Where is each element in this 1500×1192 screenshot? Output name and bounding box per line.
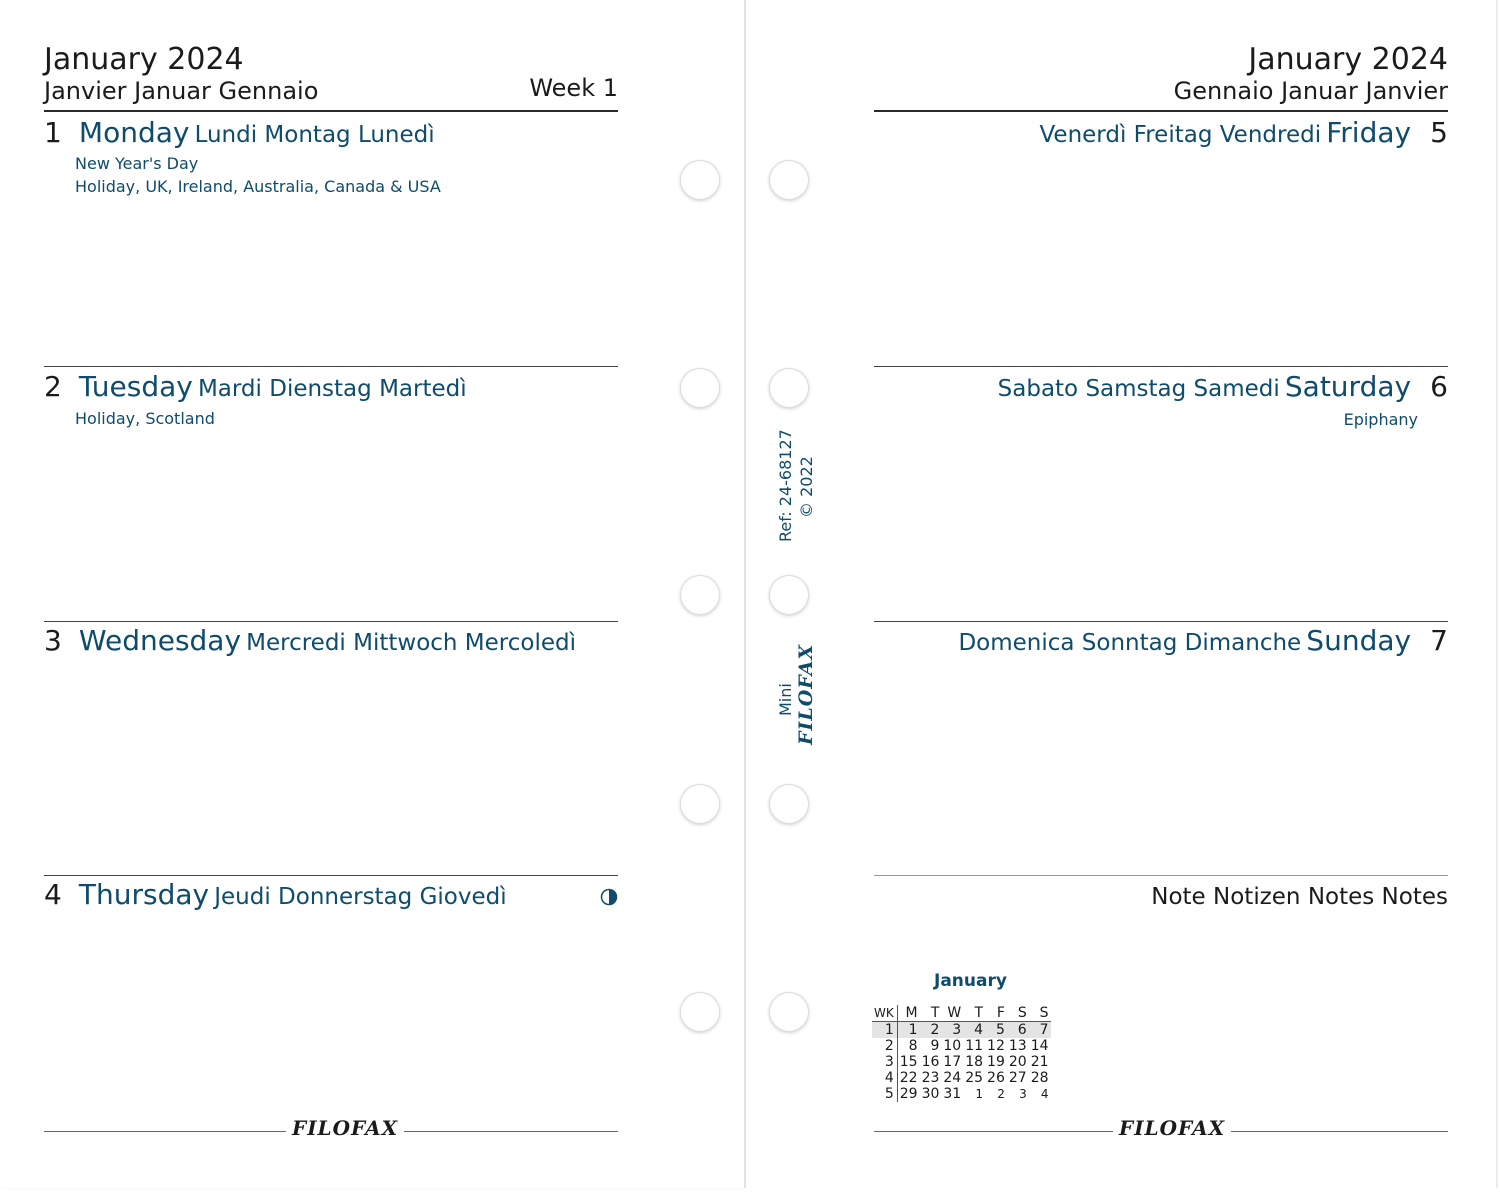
page-subtitle: Janvier Januar Gennaio <box>44 77 319 105</box>
day-wednesday <box>44 624 576 657</box>
calendar-week-row <box>872 1038 1051 1054</box>
copyright-notice: © 2022 <box>797 456 816 518</box>
day-name-translations: Mercredi Mittwoch Mercoledì <box>246 630 576 656</box>
day-name-translations: Domenica Sonntag Dimanche <box>958 630 1302 656</box>
calendar-day: 10 <box>943 1038 962 1054</box>
calendar-day: 8 <box>908 1038 918 1054</box>
calendar-day: 17 <box>943 1054 962 1070</box>
page-title: January 2024 <box>1248 42 1448 77</box>
day-name-translations: Sabato Samstag Samedi <box>997 376 1280 402</box>
reference-number: Ref: 24-68127 <box>776 429 795 542</box>
binder-hole <box>769 368 809 408</box>
calendar-header-cell: F <box>985 1005 1007 1022</box>
calendar-day: 3 <box>941 1022 963 1039</box>
calendar-day: 13 <box>1008 1038 1027 1054</box>
day-name-translations: Mardi Dienstag Martedì <box>197 376 467 402</box>
day-name-english: Wednesday <box>78 624 242 657</box>
calendar-day: 5 <box>985 1022 1007 1039</box>
header-rule <box>44 110 618 112</box>
day-divider <box>874 621 1448 622</box>
calendar-day: 18 <box>965 1054 984 1070</box>
day-name-english: Tuesday <box>78 370 193 403</box>
binder-hole <box>680 784 720 824</box>
binder-hole <box>769 992 809 1032</box>
day-sunday <box>958 624 1448 657</box>
calendar-day: 4 <box>963 1022 985 1039</box>
page-title: January 2024 <box>44 42 244 77</box>
day-number: 7 <box>1430 624 1448 657</box>
day-divider <box>44 366 618 367</box>
day-friday <box>1039 116 1448 149</box>
spine-filofax-logo: FILOFAX <box>795 643 817 745</box>
calendar-header-cell: M <box>897 1005 919 1022</box>
binder-hole <box>680 992 720 1032</box>
calendar-day: 15 <box>899 1054 918 1070</box>
page-subtitle: Gennaio Januar Janvier <box>1173 77 1448 105</box>
calendar-day-next-month: 1 <box>975 1087 984 1101</box>
calendar-day: 16 <box>921 1054 940 1070</box>
header-rule <box>874 110 1448 112</box>
day-divider <box>44 875 618 876</box>
week-number: 4 <box>872 1070 897 1086</box>
calendar-week-row <box>872 1086 1051 1102</box>
calendar-day: 30 <box>921 1086 940 1102</box>
mini-calendar-month: January <box>934 971 1007 991</box>
calendar-header-cell: S <box>1007 1005 1029 1022</box>
binder-hole <box>769 575 809 615</box>
calendar-day: 25 <box>965 1070 984 1086</box>
left-page <box>0 0 746 1188</box>
size-label: Mini <box>776 683 795 716</box>
calendar-day: 21 <box>1030 1054 1049 1070</box>
calendar-day: 22 <box>899 1070 918 1086</box>
day-name-english: Saturday <box>1284 370 1412 403</box>
mini-calendar <box>872 1005 1051 1102</box>
calendar-day: 14 <box>1030 1038 1049 1054</box>
calendar-day: 26 <box>987 1070 1005 1086</box>
holiday-note: New Year's Day <box>75 154 199 173</box>
right-page <box>746 0 1498 1188</box>
calendar-day: 7 <box>1029 1022 1051 1039</box>
calendar-header-row <box>872 1005 1051 1022</box>
day-saturday <box>998 370 1448 403</box>
week-number: 2 <box>872 1038 897 1054</box>
day-number: 2 <box>44 370 62 403</box>
binder-hole <box>680 368 720 408</box>
filofax-logo: FILOFAX <box>1113 1116 1231 1140</box>
binder-hole <box>680 160 720 200</box>
day-tuesday <box>44 370 467 403</box>
calendar-day: 20 <box>1008 1054 1027 1070</box>
day-divider <box>874 366 1448 367</box>
binder-hole <box>769 160 809 200</box>
week-number: 5 <box>872 1086 897 1102</box>
calendar-day: 19 <box>987 1054 1005 1070</box>
calendar-day: 27 <box>1008 1070 1027 1086</box>
calendar-week-row <box>872 1022 1051 1039</box>
week-number: 3 <box>872 1054 897 1070</box>
filofax-logo: FILOFAX <box>286 1116 404 1140</box>
day-name-english: Thursday <box>78 878 210 911</box>
binder-hole <box>680 575 720 615</box>
day-number: 4 <box>44 878 62 911</box>
calendar-week-row <box>872 1054 1051 1070</box>
week-label: Week 1 <box>529 74 618 102</box>
binder-hole <box>769 784 809 824</box>
calendar-day: 2 <box>920 1022 942 1039</box>
calendar-day: 11 <box>965 1038 984 1054</box>
calendar-day: 31 <box>943 1086 962 1102</box>
holiday-note: Epiphany <box>1343 410 1418 429</box>
holiday-note: Holiday, UK, Ireland, Australia, Canada & USA <box>75 177 441 196</box>
day-name-translations: Venerdì Freitag Vendredi <box>1039 122 1322 148</box>
calendar-header-cell: S <box>1029 1005 1051 1022</box>
day-monday <box>44 116 435 149</box>
notes-divider <box>874 875 1448 876</box>
day-number: 3 <box>44 624 62 657</box>
day-number: 5 <box>1430 116 1448 149</box>
day-divider <box>44 621 618 622</box>
day-number: 6 <box>1430 370 1448 403</box>
day-name-english: Monday <box>78 116 190 149</box>
calendar-header-cell: WK <box>872 1005 897 1022</box>
day-number: 1 <box>44 116 62 149</box>
calendar-day: 1 <box>897 1022 919 1039</box>
day-thursday <box>44 878 507 911</box>
day-name-translations: Lundi Montag Lunedì <box>194 122 435 148</box>
day-name-english: Friday <box>1326 116 1412 149</box>
calendar-day: 12 <box>987 1038 1005 1054</box>
calendar-header-cell: W <box>941 1005 963 1022</box>
notes-heading: Note Notizen Notes Notes <box>1151 884 1448 910</box>
day-name-english: Sunday <box>1306 624 1412 657</box>
calendar-day: 6 <box>1007 1022 1029 1039</box>
day-name-translations: Jeudi Donnerstag Giovedì <box>214 884 507 910</box>
calendar-header-cell: T <box>920 1005 942 1022</box>
moon-phase-icon <box>600 888 618 906</box>
calendar-day: 24 <box>943 1070 962 1086</box>
calendar-day: 23 <box>921 1070 940 1086</box>
holiday-note: Holiday, Scotland <box>75 409 215 428</box>
calendar-day: 9 <box>930 1038 940 1054</box>
calendar-day-next-month: 3 <box>1019 1087 1027 1101</box>
calendar-day: 28 <box>1030 1070 1049 1086</box>
calendar-day-next-month: 4 <box>1040 1087 1049 1101</box>
calendar-day-next-month: 2 <box>997 1087 1005 1101</box>
calendar-day: 29 <box>899 1086 918 1102</box>
calendar-header-cell: T <box>963 1005 985 1022</box>
week-number: 1 <box>872 1022 897 1039</box>
calendar-week-row <box>872 1070 1051 1086</box>
